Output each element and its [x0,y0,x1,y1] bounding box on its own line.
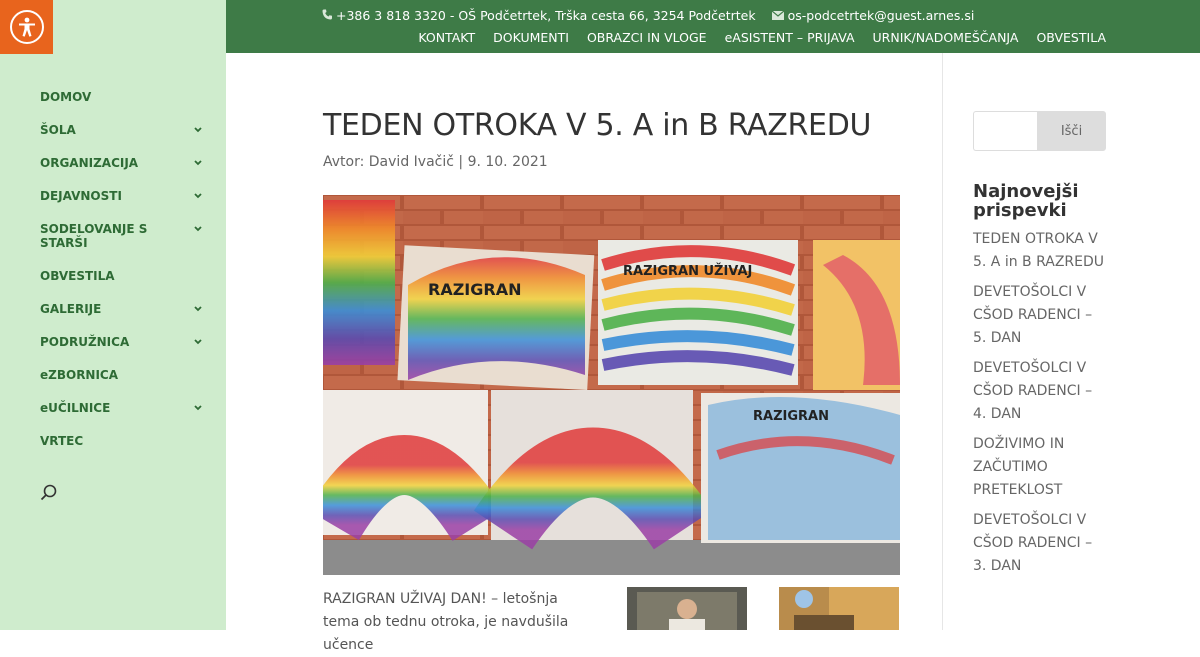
sidebar-item[interactable] [40,189,210,203]
gallery-thumbnail[interactable] [779,587,899,630]
left-sidebar [0,0,226,630]
sidebar-item-label: eUČILNICE [40,401,111,415]
sidebar-item-label: OBVESTILA [40,269,115,283]
sidebar-item-label: VRTEC [40,434,84,448]
sidebar-item[interactable] [40,434,210,448]
chevron-down-icon[interactable] [192,335,204,349]
contact-info [322,8,974,23]
recent-post-link[interactable]: DEVETOŠOLCI V CŠOD RADENCI – 3. DAN [973,512,1093,574]
accessibility-icon [10,10,44,44]
sidebar-item[interactable] [40,401,210,415]
sidebar-item[interactable] [40,269,210,283]
search-input[interactable] [973,111,1037,151]
gallery-thumbnail[interactable] [627,587,747,630]
sidebar-item[interactable] [40,368,210,382]
recent-posts-title: Najnovejši prispevki [973,181,1079,221]
chevron-down-icon[interactable] [192,222,204,236]
chevron-down-icon[interactable] [192,156,204,170]
sidebar-item-label: ORGANIZACIJA [40,156,139,170]
chevron-down-icon[interactable] [192,189,204,203]
sidebar-item[interactable] [40,90,210,104]
contact-phone[interactable]: +386 3 818 3320 - OŠ Podčetrtek, Trška cesta 66, 3254 Podčetrtek [336,8,756,23]
sidebar-item-label: GALERIJE [40,302,102,316]
svg-text:RAZIGRAN: RAZIGRAN [428,280,522,299]
post-excerpt: RAZIGRAN UŽIVAJ DAN! – letošnja tema ob tednu otroka, je navdušila učence [323,591,569,653]
sidebar-search [973,111,1106,151]
chevron-down-icon[interactable] [192,123,204,137]
post-title: TEDEN OTROKA V 5. A in B RAZREDU [323,108,872,143]
author-prefix: Avtor: [323,154,365,170]
svg-text:RAZIGRAN: RAZIGRAN [753,409,829,424]
sidebar-item[interactable] [40,335,210,349]
svg-text:RAZIGRAN UŽIVAJ: RAZIGRAN UŽIVAJ [623,264,753,279]
recent-post-link[interactable]: DOŽIVIMO IN ZAČUTIMO PRETEKLOST [973,436,1065,498]
topnav-obvestila[interactable]: OBVESTILA [1036,30,1106,45]
chevron-down-icon[interactable] [192,401,204,415]
topnav-obrazci[interactable]: OBRAZCI IN VLOGE [586,30,707,45]
recent-post-link[interactable]: DEVETOŠOLCI V CŠOD RADENCI – 4. DAN [973,360,1093,422]
sidebar-item[interactable] [40,123,210,137]
sidebar-item-label: SODELOVANJE S STARŠI [40,222,148,250]
sidebar-item[interactable] [40,156,210,170]
sidebar-item[interactable] [40,302,210,316]
sidebar-item-label: PODRUŽNICA [40,335,130,349]
topnav-kontakt[interactable]: KONTAKT [418,30,476,45]
post-meta [323,154,548,170]
sidebar-item-label: DEJAVNOSTI [40,189,122,203]
meta-separator: | [458,154,464,170]
contact-email[interactable]: os-podcetrtek@guest.arnes.si [787,8,975,23]
topnav-easistent[interactable]: eASISTENT – PRIJAVA [724,30,855,45]
sidebar-item[interactable] [40,222,210,250]
sidebar-item-label: DOMOV [40,90,92,104]
email-icon [772,8,784,23]
sidebar-item-label: ŠOLA [40,123,76,137]
post-author[interactable]: David Ivačič [368,154,454,170]
column-divider [942,53,943,630]
recent-posts-list [973,228,1108,585]
post-date: 9. 10. 2021 [467,154,548,170]
top-nav [418,30,1106,45]
accessibility-button[interactable] [0,0,53,54]
recent-post-link[interactable]: DEVETOŠOLCI V CŠOD RADENCI – 5. DAN [973,284,1093,346]
chevron-down-icon[interactable] [192,302,204,316]
topnav-urnik[interactable]: URNIK/NADOMEŠČANJA [872,30,1019,45]
search-button[interactable]: Išči [1037,111,1106,151]
recent-post-link[interactable]: TEDEN OTROKA V 5. A in B RAZREDU [973,231,1105,270]
topnav-dokumenti[interactable]: DOKUMENTI [493,30,569,45]
featured-image [323,195,900,575]
sidebar-item-label: eZBORNICA [40,368,119,382]
phone-icon [322,8,332,23]
search-icon[interactable] [40,484,58,502]
top-bar [226,0,1200,53]
